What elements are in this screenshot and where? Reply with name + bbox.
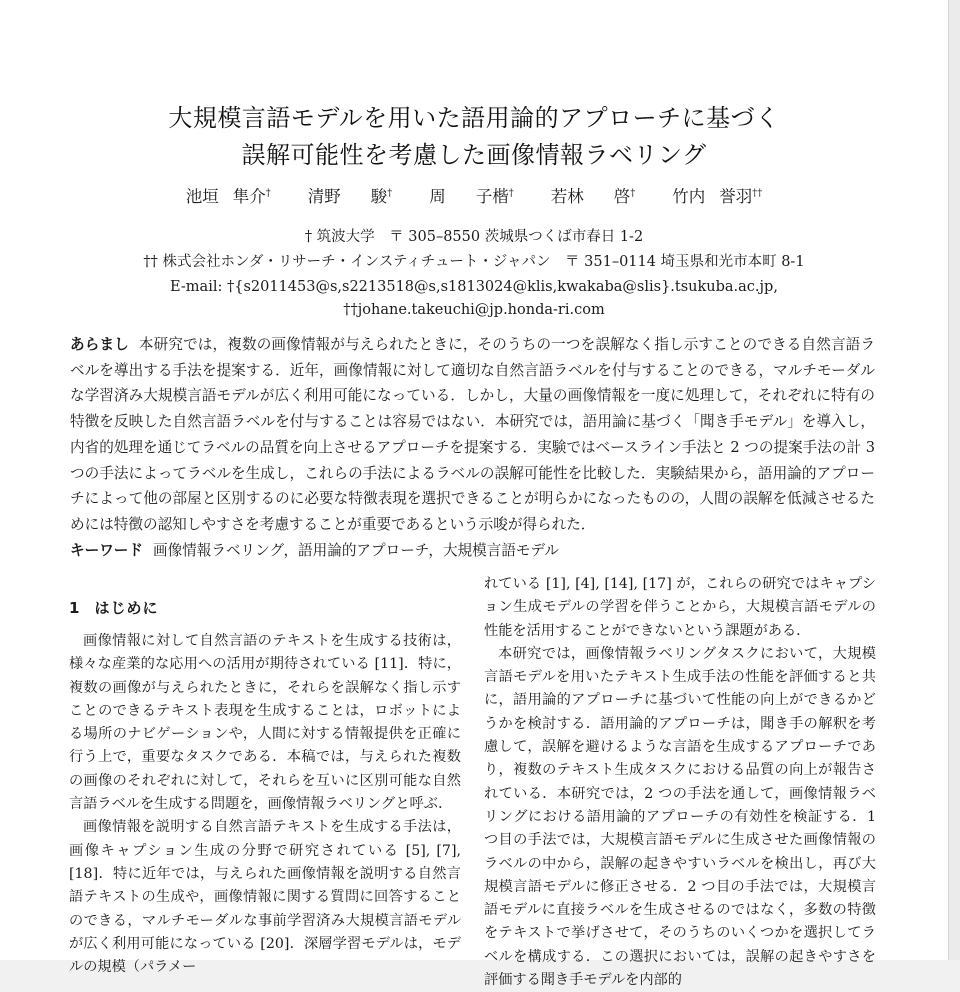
abstract (70, 332, 875, 563)
affiliation-2: †† 株式会社ホンダ・リサーチ・インスティチュート・ジャパン 〒 351–0114 埼玉県和光市本町 8-1 (143, 254, 805, 270)
email-line-1: E-mail: †{s2011453@s,s2213518@s,s1813024@klis,kwakaba@slis}.tsukuba.ac.jp, (170, 279, 778, 295)
author-3: 周 子楷† (429, 187, 514, 206)
author-list (0, 185, 948, 209)
keywords-text: 画像情報ラベリング，語用論的アプローチ，大規模言語モデル (152, 541, 559, 559)
body-paragraph: 画像情報を説明する自然言語テキストを生成する手法は，画像キャプション生成の分野で研究されている [5], [7], [18]．特に近年では，与えられた画像情報を説明する自然言語テキストの生成や，画像情報に関する質問に回答することのできる，マルチモーダルな事前学習済み大規模言語モデルが広く利用可能になっている [20]．深層学習モデルは，モデルの規模（パラメー (69, 819, 461, 976)
abstract-label: あらまし (70, 336, 129, 353)
email-line-2: ††johane.takeuchi@jp.honda-ri.com (343, 302, 605, 318)
abstract-paragraph (70, 332, 875, 538)
author-1: 池垣 隼介† (185, 187, 271, 206)
keywords-label: キーワード (70, 541, 143, 559)
abstract-text: 本研究では，複数の画像情報が与えられたときに，そのうちの一つを誤解なく指し示すことのできる自然言語ラベルを導出する手法を提案する．近年，画像情報に対して適切な自然言語ラベルを付与することのできる，マルチモーダルな学習済み大規模言語モデルが広く利用可能になっている．しかし，大量の画像情報を一度に処理して，それぞれに特有の特徴を反映した自然言語ラベルを付与することは容易ではない．本研究では，語用論に基づく「聞き手モデル」を導入し，内省的処理を通じてラベルの品質を向上させるアプローチを提案する．実験ではベースライン手法と 2 つの提案手法の計 3 つの手法によってラベルを生成し，これらの手法によるラベルの誤解可能性を比較した．実験結果から，語用論的アプローチによって他の部屋と区別するのに必要な特徴表現を選択できることが明らかになったものの，人間の誤解を低減させるためには特徴の認知しやすさを考慮することが重要であるという示唆が得られた． (70, 336, 875, 533)
affiliation-1: † 筑波大学 〒 305–8550 茨城県つくば市春日 1-2 (304, 229, 644, 245)
body-paragraph: 本研究では，画像情報ラベリングタスクにおいて，大規模言語モデルを用いたテキスト生成手法の性能を評価すると共に，語用論的アプローチに基づいて性能の向上ができるかどうかを検討する．語用論的アプローチは，聞き手の解釈を考慮して，誤解を避けるような言語を生成するアプローチであり，複数のテキスト生成タスクにおける品質の向上が報告されている．本研究では，2 つの手法を通して，画像情報ラベリングにおける語用論的アプローチの有効性を検証する．1 つ目の手法では，大規模言語モデルに生成させた画像情報のラベルの中から，誤解の起きやすいラベルを検出し，再び大規模言語モデルに修正させる．2 つ目の手法では，大規模言語モデルに直接ラベルを生成させるのではなく，多数の特徴をテキストで挙げさせて，そのうちのいくつかを選択してラベルを構成する．この選択においては，誤解の起きやすさを評価する聞き手モデルを内部的 (484, 645, 876, 989)
body-paragraph: れている [1], [4], [14], [17] が，これらの研究ではキャプション生成モデルの学習を伴うことから，大規模言語モデルの性能を活用することができないという課題がある． (484, 576, 876, 639)
keywords (70, 538, 875, 564)
left-column (69, 596, 461, 979)
author-2: 清野 駿† (307, 187, 393, 206)
author-4: 若林 啓† (550, 187, 636, 206)
section-heading: 1 はじめに (69, 599, 159, 617)
page-edge (949, 0, 960, 960)
right-column (484, 573, 876, 992)
paper-title-line-1: 大規模言語モデルを用いた語用論的アプローチに基づく (168, 104, 780, 132)
body-paragraph: 画像情報に対して自然言語のテキストを生成する技術は，様々な産業的な応用への活用が期待されている [11]．特に，複数の画像が与えられたときに，それらを誤解なく指し示すことのできるテキスト表現を生成することは，ロボットによる場所のナビゲーションや，人間に対する情報提供を正確に行う上で，重要なタスクである．本稿では，与えられた複数の画像のそれぞれに対して，それらを互いに区別可能な自然言語ラベルを生成する問題を，画像情報ラベリングと呼ぶ． (69, 633, 461, 813)
author-5: 竹内 誉羽†† (672, 187, 763, 206)
paper-title-line-2: 誤解可能性を考慮した画像情報ラベリング (241, 141, 707, 169)
